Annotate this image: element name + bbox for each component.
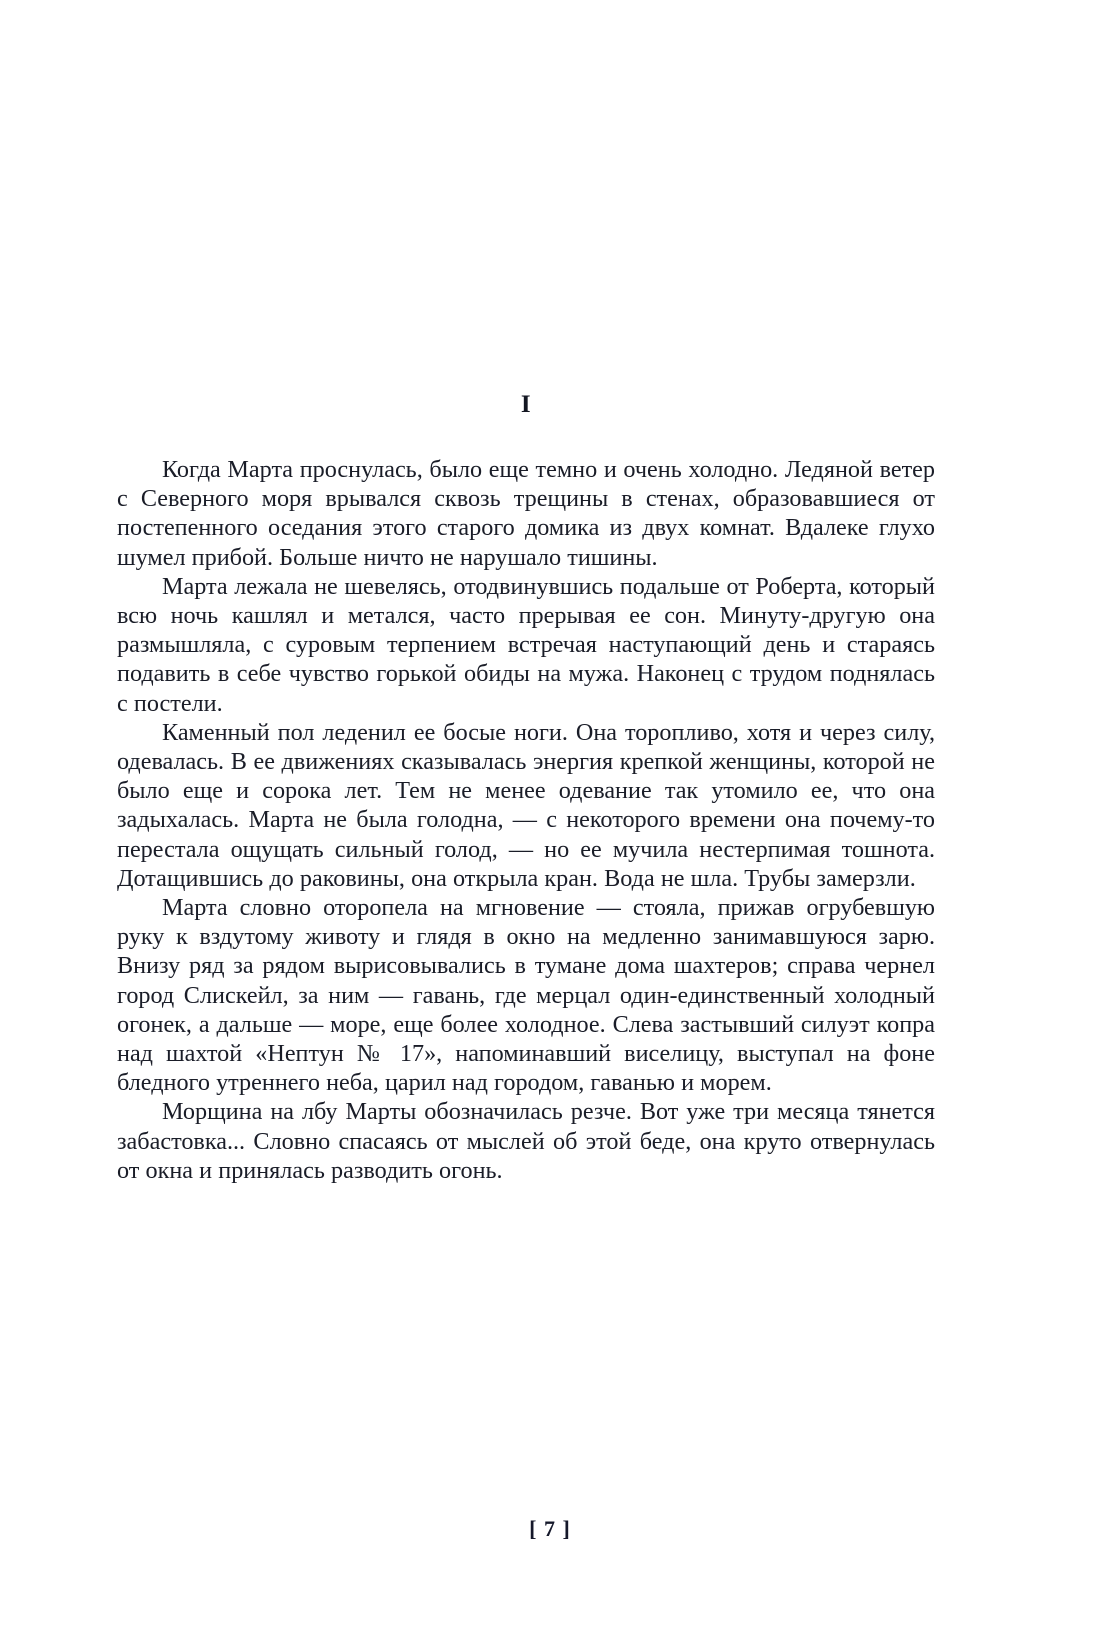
body-paragraph: Каменный пол леденил ее босые ноги. Она торопливо, хотя и через силу, одевалась. В ее движениях сказывалась энергия крепкой женщины, которой не было еще и сорока лет. Тем не менее одевание так утомило ее, что она задыхалась. Марта не была голодна, — с некоторого времени она почему-то перестала ощущать сильный голод, — но ее мучила нестерпимая тошнота. Дотащившись до раковины, она открыла кран. Вода не шла. Трубы замерзли. xyxy=(117,718,935,892)
body-paragraph: Морщина на лбу Марты обозначилась резче. Вот уже три месяца тянется забастовка... Словно спасаясь от мыслей об этой беде, она круто отвернулась от окна и принялась разводить огонь. xyxy=(117,1098,935,1184)
page-number-folio: [ 7 ] xyxy=(529,1516,571,1541)
body-paragraph: Когда Марта проснулась, было еще темно и очень холодно. Ледяной ветер с Северного моря врывался сквозь трещины в стенах, образовавшиеся от постепенного оседания этого старого домика из двух комнат. Вдалеке глухо шумел прибой. Больше ничто не нарушало тишины. xyxy=(117,456,935,571)
page-text-block xyxy=(117,392,935,1185)
body-paragraph: Марта лежала не шевелясь, отодвинувшись подальше от Роберта, который всю ночь кашлял и метался, часто прерывая ее сон. Минуту-другую она размышляла, с суровым терпением встречая наступающий день и стараясь подавить в себе чувство горькой обиды на мужа. Наконец с трудом поднялась с постели. xyxy=(117,572,935,717)
chapter-number: I xyxy=(520,391,532,418)
body-paragraph: Марта словно оторопела на мгновение — стояла, прижав огрубевшую руку к вздутому животу и глядя в окно на медленно занимавшуюся зарю. Внизу ряд за рядом вырисовывались в тумане дома шахтеров; справа чернел город Слискейл, за ним — гавань, где мерцал один-единственный холодный огонек, а дальше — море, еще более холодное. Слева застывший силуэт копра над шахтой «Нептун № 17», напоминавший виселицу, выступал на фоне бледного утреннего неба, царил над городом, гаванью и морем. xyxy=(117,894,935,1097)
